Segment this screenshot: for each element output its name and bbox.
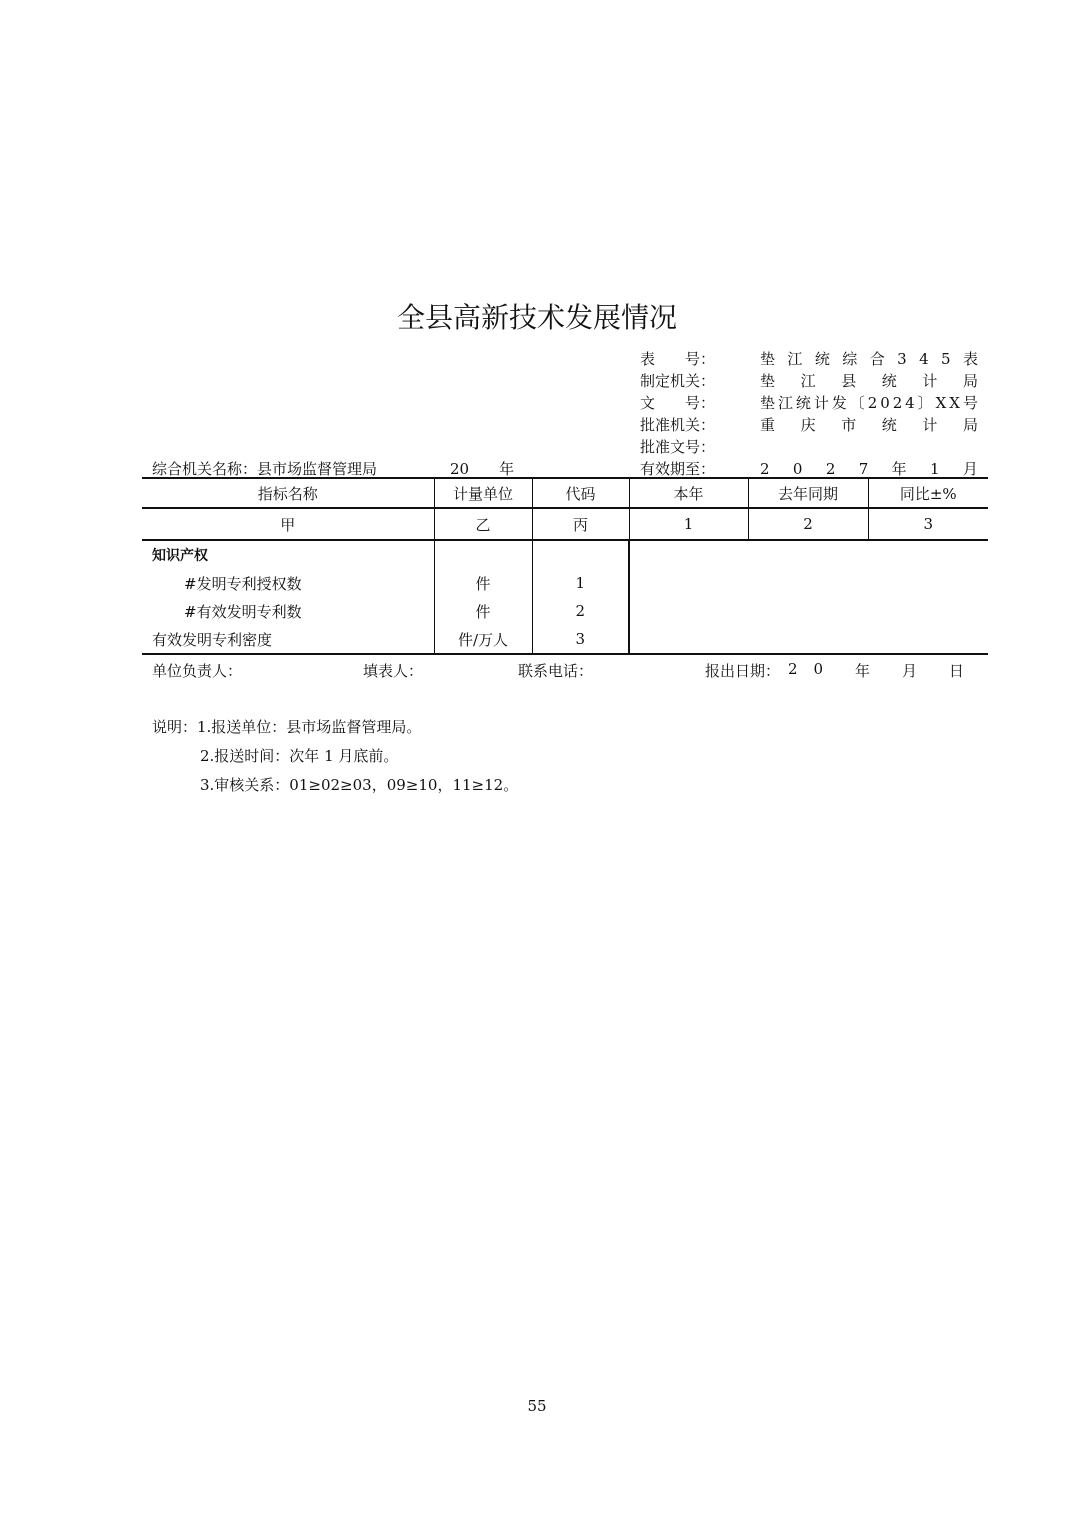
section-title: 知识产权 — [152, 548, 208, 564]
header-this-year: 本年 — [629, 478, 748, 508]
report-year: 20 年 — [450, 460, 515, 478]
spread-char: 庆 — [800, 416, 816, 434]
head-of-unit: 单位负责人： — [152, 662, 243, 680]
code-row — [142, 508, 988, 540]
spread-char: 3 — [897, 350, 907, 368]
header-row — [142, 478, 988, 508]
header-unit: 计量单位 — [434, 478, 532, 508]
spread-char: 发 — [831, 394, 847, 412]
spread-char: X — [935, 394, 947, 412]
spread-char: 统 — [795, 394, 811, 412]
spread-char: 江 — [787, 350, 803, 368]
note-2: 2.报送时间：次年 1 月底前。 — [200, 747, 399, 765]
code-cell: 甲 — [142, 508, 434, 540]
form-no-value — [760, 348, 978, 370]
spread-char: 7 — [858, 460, 869, 478]
spread-char: 垫 — [760, 372, 776, 390]
spread-char: 〔 — [849, 394, 865, 412]
spread-char: 2 — [892, 394, 903, 412]
row-unit: 件 — [434, 569, 532, 597]
spread-char: 月 — [901, 662, 917, 680]
note-1: 说明：1.报送单位：县市场监督管理局。 — [152, 718, 422, 736]
spread-char: 计 — [922, 416, 938, 434]
spread-char: 4 — [905, 394, 915, 412]
note-3: 3.审核关系：01≥02≥03，09≥10，11≥12。 — [200, 776, 519, 794]
spread-char: 合 — [869, 350, 885, 368]
spread-char: 局 — [962, 416, 978, 434]
spread-char: 统 — [814, 350, 830, 368]
spread-char: 号 — [962, 394, 978, 412]
spread-char: 综 — [842, 350, 858, 368]
spread-char: 计 — [813, 394, 829, 412]
authority-value — [760, 370, 978, 392]
code-cell: 2 — [748, 508, 868, 540]
approver-label: 批准机关： — [640, 416, 716, 434]
row-unit: 件 — [434, 597, 532, 625]
row-code: 1 — [532, 569, 629, 597]
spread-char: 统 — [881, 372, 897, 390]
spread-char: 计 — [922, 372, 938, 390]
spread-char: 垫 — [760, 394, 776, 412]
spread-char: 0 — [880, 394, 890, 412]
phone: 联系电话： — [518, 662, 594, 680]
doc-no-label: 文 号： — [640, 394, 716, 412]
page-number: 55 — [527, 1397, 547, 1415]
spread-char: 2 — [760, 460, 770, 478]
spread-char: 5 — [941, 350, 951, 368]
spread-char: 江 — [800, 372, 816, 390]
authority-label: 制定机关： — [640, 372, 716, 390]
header-last-year: 去年同期 — [748, 478, 868, 508]
spread-char: 垫 — [760, 350, 776, 368]
code-cell: 乙 — [434, 508, 532, 540]
row-unit: 件/万人 — [434, 625, 532, 654]
page-title: 全县高新技术发展情况 — [396, 301, 677, 334]
row-code: 3 — [532, 625, 629, 654]
spread-char: 局 — [962, 372, 978, 390]
approver-value — [760, 414, 978, 436]
header-code: 代码 — [532, 478, 629, 508]
data-table — [142, 477, 988, 655]
doc-no-value — [760, 392, 978, 414]
code-cell: 3 — [868, 508, 988, 540]
approval-doc-label: 批准文号： — [640, 438, 716, 456]
section-row — [142, 540, 988, 569]
spread-char: 2 — [867, 394, 878, 412]
spread-char: 统 — [881, 416, 897, 434]
row-name: #有效发明专利数 — [184, 602, 302, 621]
spread-char: 日 — [948, 662, 964, 680]
org-name: 综合机关名称：县市场监督管理局 — [152, 460, 378, 478]
code-cell: 丙 — [532, 508, 629, 540]
report-date-value — [788, 660, 964, 681]
empty-values — [629, 540, 988, 654]
header-yoy: 同比±% — [868, 478, 988, 508]
valid-until-label: 有效期至： — [640, 460, 716, 478]
row-name: 有效发明专利密度 — [142, 625, 434, 654]
spread-char: 4 — [919, 350, 929, 368]
spread-char: 0 — [813, 660, 824, 678]
form-no-label: 表 号： — [640, 350, 716, 368]
header-indicator: 指标名称 — [142, 478, 434, 508]
spread-char: 〕 — [917, 394, 933, 412]
spread-char: X — [949, 394, 960, 412]
spread-char: 月 — [962, 460, 978, 478]
row-code: 2 — [532, 597, 629, 625]
spread-char: 0 — [792, 460, 803, 478]
spread-char: 县 — [841, 372, 857, 390]
row-name: #发明专利授权数 — [184, 574, 302, 593]
spread-char: 年 — [855, 662, 871, 680]
code-cell: 1 — [629, 508, 748, 540]
filler: 填表人： — [363, 662, 424, 680]
spread-char: 2 — [825, 460, 836, 478]
spread-char: 江 — [777, 394, 793, 412]
report-date-label: 报出日期： — [705, 662, 781, 680]
spread-char: 表 — [962, 350, 978, 368]
spread-char: 市 — [841, 416, 857, 434]
spread-char: 年 — [891, 460, 907, 478]
spread-char: 1 — [930, 460, 940, 478]
spread-char: 2 — [788, 660, 798, 678]
spread-char: 重 — [760, 416, 776, 434]
